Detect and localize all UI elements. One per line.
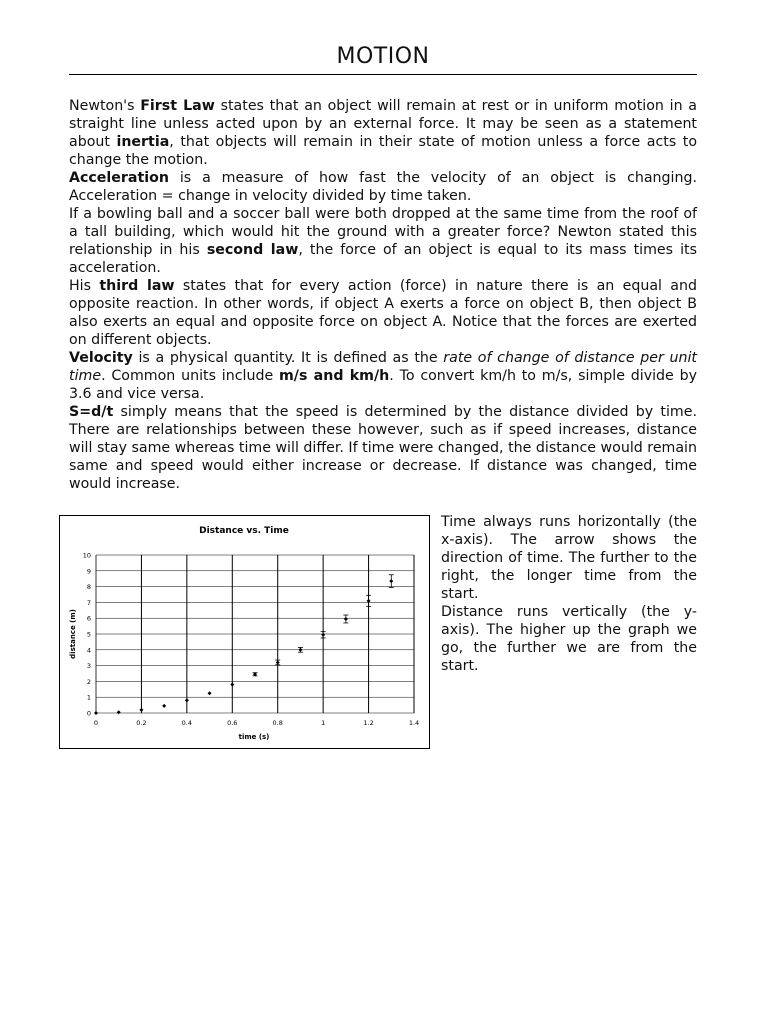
chart-title: Distance vs. Time: [199, 526, 289, 536]
chart-x-tick-label: 0: [93, 719, 99, 727]
chart-y-axis-label: distance (m): [69, 609, 77, 659]
chart-x-tick-label: 0.2: [136, 719, 147, 727]
distance-time-chart: [59, 515, 430, 749]
paragraph-velocity: Velocity is a physical quantity. It is defined as the rate of change of distance per unit time. Common units include m/s and km/h. To convert km/h to m/s, simple divide by 3.6 and vice versa.: [69, 350, 697, 402]
chart-x-tick-label: 1.4: [408, 719, 420, 727]
chart-x-tick-label: 0.6: [227, 719, 238, 727]
chart-x-tick-label: 1: [321, 719, 326, 727]
page-title: MOTION: [336, 44, 430, 69]
chart-x-axis-label: time (s): [238, 733, 270, 741]
chart-x-tick-label: 0.4: [181, 719, 193, 727]
side-notes: [441, 513, 697, 675]
chart-y-tick-label: 6: [86, 614, 91, 623]
paragraph-third-law: His third law states that for every action (force) in nature there is an equal and opposite reaction. In other words, if object A exerts a force on object B, then object B also exerts an equal and opposite force on object A. Notice that the forces are exerted on different objects.: [69, 278, 697, 348]
paragraph-acceleration: Acceleration is a measure of how fast the velocity of an object is changing. Acceleration = change in velocity divided by time taken.: [69, 170, 697, 204]
body-text: [69, 97, 697, 493]
title-divider: [69, 74, 697, 75]
chart-x-tick-label: 0.8: [272, 719, 283, 727]
chart-y-tick-label: 10: [82, 551, 91, 560]
chart-y-tick-label: 8: [86, 583, 91, 592]
chart-svg: [59, 515, 430, 749]
paragraph-first-law: Newton's First Law states that an object will remain at rest or in uniform motion in a straight line unless acted upon by an external force. It may be seen as a statement about inertia, that objects will remain in their state of motion unless a force acts to change the motion.: [69, 98, 697, 168]
paragraph-speed-formula: S=d/t simply means that the speed is determined by the distance divided by time. There are relationships between these however, such as if speed increases, distance will stay same whereas time will differ. If time were changed, the distance would remain same and speed would either increase or decrease. If distance was changed, time would increase.: [69, 404, 697, 492]
chart-y-tick-label: 0: [86, 709, 91, 718]
chart-y-tick-label: 4: [86, 646, 91, 655]
chart-y-tick-label: 3: [86, 662, 91, 671]
side-note-distance: Distance runs vertically (the y-axis). The higher up the graph we go, the further we are from the start.: [441, 604, 697, 674]
chart-y-tick-label: 7: [86, 598, 91, 607]
chart-y-tick-label: 2: [86, 677, 91, 686]
chart-x-tick-label: 1.2: [363, 719, 374, 727]
chart-y-tick-label: 9: [86, 567, 91, 576]
paragraph-second-law: If a bowling ball and a soccer ball were both dropped at the same time from the roof of a tall building, which would hit the ground with a greater force? Newton stated this relationship in his second law, the force of an object is equal to its mass times its acceleration.: [69, 206, 697, 276]
side-note-time: Time always runs horizontally (the x-axis). The arrow shows the direction of time. The further to the right, the longer time from the start.: [441, 514, 697, 602]
chart-frame: [60, 516, 430, 749]
chart-y-tick-label: 5: [86, 630, 91, 639]
chart-y-tick-label: 1: [86, 693, 91, 702]
